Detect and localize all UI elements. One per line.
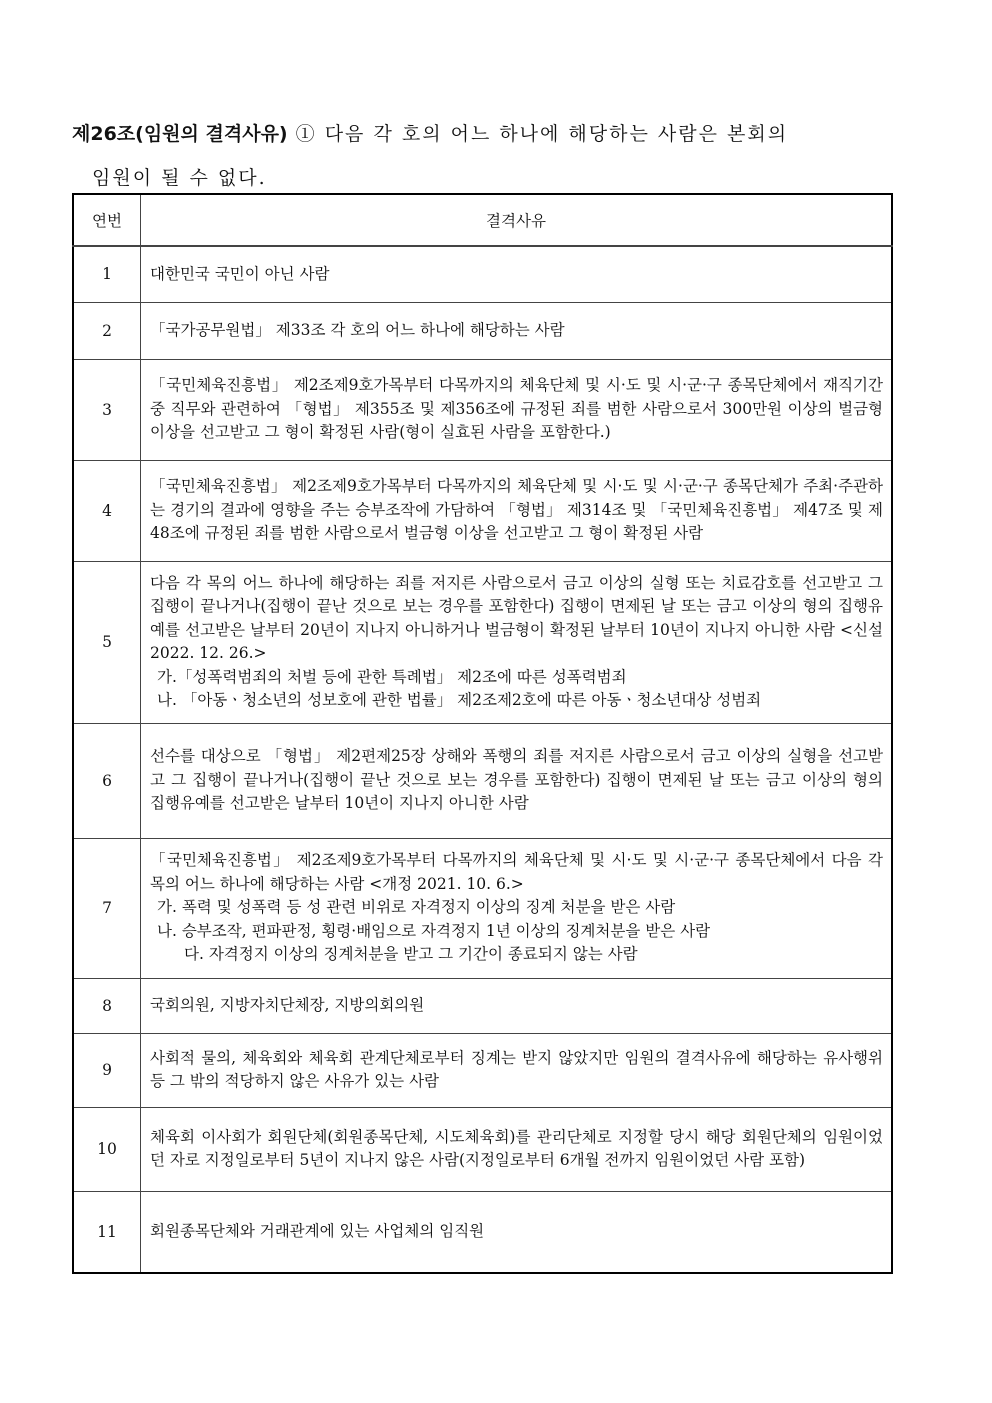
article-text-line2: 임원이 될 수 없다. xyxy=(92,167,267,189)
row-reason-line: 다음 각 목의 어느 하나에 해당하는 죄를 저지른 사람으로서 금고 이상의 실형 또는 치료감호를 선고받고 그 집행이 끝나거나(집행이 끝난 것으로 보는 경우를 포함한다) 집행이 면제된 날 또는 금고 이상의 형의 집행유예를 선고받은 날부터 20년이 지나지 아니하거나 벌금형이 확정된 날부터 10년이 지나지 아니한 사람 <신설 2022. 12. 26.> xyxy=(150,573,883,662)
article-heading xyxy=(72,112,902,200)
table-row xyxy=(73,723,892,838)
row-reason-item: 가. 폭력 및 성폭력 등 성 관련 비위로 자격정지 이상의 징계 처분을 받은 사람 xyxy=(157,898,676,917)
row-reason: 국회의원, 지방자치단체장, 지방의회의원 xyxy=(141,978,893,1033)
row-reason xyxy=(141,561,893,723)
table-row xyxy=(73,302,892,359)
row-reason-item: 나. 승부조작, 편파판정, 횡령·배임으로 자격정지 1년 이상의 징계처분을 받은 사람 xyxy=(157,921,711,940)
row-num: 8 xyxy=(73,978,141,1033)
article-text-line1: ① 다음 각 호의 어느 하나에 해당하는 사람은 본회의 xyxy=(295,123,789,145)
row-num: 2 xyxy=(73,302,141,359)
row-num: 7 xyxy=(73,838,141,978)
table-row xyxy=(73,1107,892,1191)
row-reason-line: 「국민체육진흥법」 제2조제9호가목부터 다목까지의 체육단체 및 시·도 및 시·군·구 종목단체에서 다음 각 목의 어느 하나에 해당하는 사람 <개정 2021. 10. 6.> xyxy=(150,851,883,893)
row-reason-item: 가.「성폭력범죄의 처벌 등에 관한 특례법」 제2조에 따른 성폭력범죄 xyxy=(157,667,627,686)
disqualification-table xyxy=(72,193,893,1274)
row-reason-item: 나. 「아동ㆍ청소년의 성보호에 관한 법률」 제2조제2호에 따른 아동ㆍ청소년대상 성범죄 xyxy=(157,691,762,709)
row-reason: 회원종목단체와 거래관계에 있는 사업체의 임직원 xyxy=(141,1191,893,1273)
row-num: 10 xyxy=(73,1107,141,1191)
row-reason xyxy=(141,838,893,978)
table-row xyxy=(73,838,892,978)
row-reason: 체육회 이사회가 회원단체(회원종목단체, 시도체육회)를 관리단체로 지정할 당시 해당 회원단체의 임원이었던 자로 지정일로부터 5년이 지나지 않은 사람(지정일로부터 6개월 전까지 임원이었던 사람 포함) xyxy=(141,1107,893,1191)
table-row xyxy=(73,359,892,460)
table-row xyxy=(73,1033,892,1107)
row-num: 3 xyxy=(73,359,141,460)
header-reason: 결격사유 xyxy=(141,194,893,246)
row-reason: 선수를 대상으로 「형법」 제2편제25장 상해와 폭행의 죄를 저지른 사람으로서 금고 이상의 실형을 선고받고 그 집행이 끝나거나(집행이 끝난 것으로 보는 경우를 포함한다) 집행이 면제된 날 또는 금고 이상의 형의 집행유예를 선고받은 날부터 10년이 지나지 아니한 사람 xyxy=(141,723,893,838)
row-num: 6 xyxy=(73,723,141,838)
article-title: 제26조(임원의 결격사유) xyxy=(72,123,288,145)
header-num: 연번 xyxy=(73,194,141,246)
row-num: 4 xyxy=(73,460,141,561)
row-reason: 「국민체육진흥법」 제2조제9호가목부터 다목까지의 체육단체 및 시·도 및 시·군·구 종목단체에서 재직기간 중 직무와 관련하여 「형법」 제355조 및 제356조에 규정된 죄를 범한 사람으로서 300만원 이상의 벌금형이상을 선고받고 그 형이 확정된 사람(형이 실효된 사람을 포함한다.) xyxy=(141,359,893,460)
table-row xyxy=(73,246,892,302)
table-row xyxy=(73,561,892,723)
row-reason: 대한민국 국민이 아닌 사람 xyxy=(141,246,893,302)
row-num: 5 xyxy=(73,561,141,723)
table-row xyxy=(73,460,892,561)
table-row xyxy=(73,1191,892,1273)
row-reason-item: 다. 자격정지 이상의 징계처분을 받고 그 기간이 종료되지 않는 사람 xyxy=(184,945,638,964)
row-num: 11 xyxy=(73,1191,141,1273)
table-row xyxy=(73,978,892,1033)
row-reason: 사회적 물의, 체육회와 체육회 관계단체로부터 징계는 받지 않았지만 임원의 결격사유에 해당하는 유사행위 등 그 밖의 적당하지 않은 사유가 있는 사람 xyxy=(141,1033,893,1107)
row-reason: 「국민체육진흥법」 제2조제9호가목부터 다목까지의 체육단체 및 시·도 및 시·군·구 종목단체가 주최·주관하는 경기의 결과에 영향을 주는 승부조작에 가담하여 「형법」 제314조 및 「국민체육진흥법」 제47조 및 제48조에 규정된 죄를 범한 사람으로서 벌금형 이상을 선고받고 그 형이 확정된 사람 xyxy=(141,460,893,561)
table-header-row xyxy=(73,194,892,246)
row-reason: 「국가공무원법」 제33조 각 호의 어느 하나에 해당하는 사람 xyxy=(141,302,893,359)
row-num: 1 xyxy=(73,246,141,302)
row-num: 9 xyxy=(73,1033,141,1107)
